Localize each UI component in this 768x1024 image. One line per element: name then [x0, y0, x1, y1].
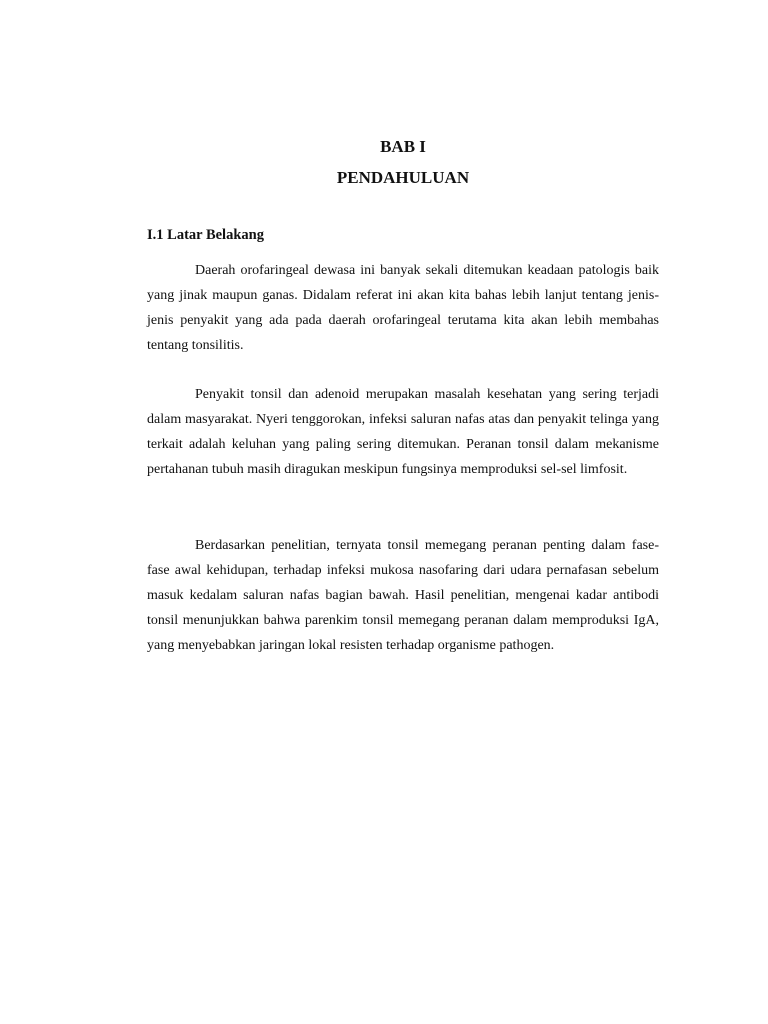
chapter-number: BAB I [380, 137, 426, 156]
paragraph: Berdasarkan penelitian, ternyata tonsil memegang peranan penting dalam fase-fase awal kehidupan, terhadap infeksi mukosa nasofaring dari udara pernafasan sebelum masuk kedalam saluran nafas bagian bawah. Hasil penelitian, mengenai kadar antibodi tonsil menunjukkan bahwa parenkim tonsil memegang peranan dalam memproduksi IgA, yang menyebabkan jaringan lokal resisten terhadap organisme pathogen. [147, 538, 659, 653]
section-heading: I.1 Latar Belakang [147, 227, 264, 243]
paragraph: Daerah orofaringeal dewasa ini banyak sekali ditemukan keadaan patologis baik yang jinak maupun ganas. Didalam referat ini akan kita bahas lebih lanjut tentang jenis-jenis penyakit yang ada pada daerah orofaringeal terutama kita akan lebih membahas tentang tonsilitis. [147, 263, 659, 353]
paragraph: Penyakit tonsil dan adenoid merupakan masalah kesehatan yang sering terjadi dalam masyarakat. Nyeri tenggorokan, infeksi saluran nafas atas dan penyakit telinga yang terkait adalah keluhan yang paling sering ditemukan. Peranan tonsil dalam mekanisme pertahanan tubuh masih diragukan meskipun fungsinya memproduksi sel-sel limfosit. [147, 387, 659, 477]
chapter-title: PENDAHULUAN [336, 168, 470, 187]
